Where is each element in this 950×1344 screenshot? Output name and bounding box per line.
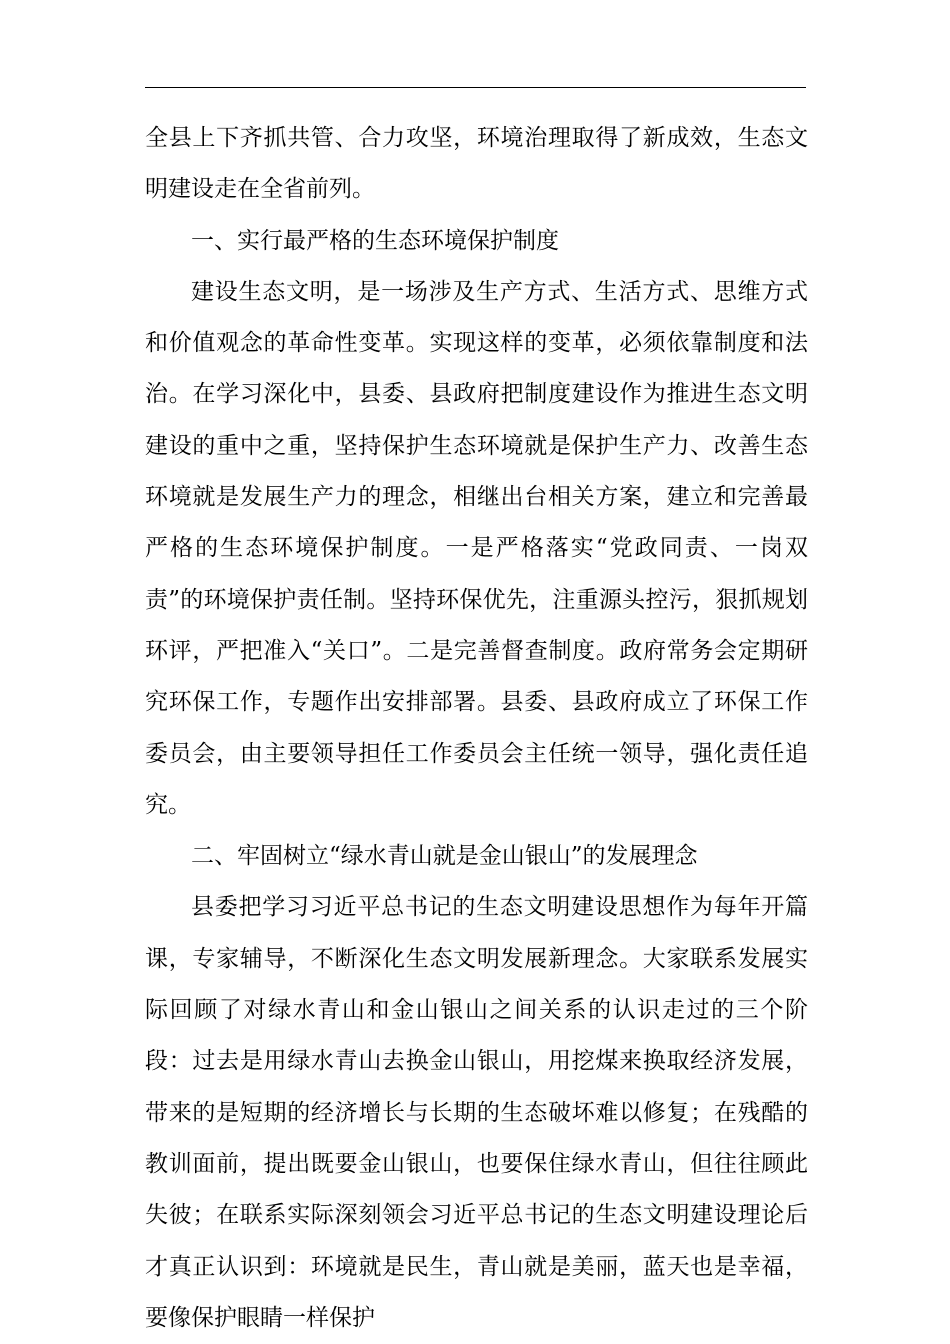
paragraph-section-2: 县委把学习习近平总书记的生态文明建设思想作为每年开篇课，专家辅导，不断深化生态文明发展新理念。大家联系发展实际回顾了对绿水青山和金山银山之间关系的认识走过的三个阶段：过去是用绿水青山去换金山银山，用挖煤来换取经济发展，带来的是短期的经济增长与长期的生态破坏难以修复；在残酷的教训面前，提出既要金山银山，也要保住绿水青山，但往往顾此失彼；在联系实际深刻领会习近平总书记的生态文明建设理论后才真正认识到：环境就是民生，青山就是美丽，蓝天也是幸福，要像保护眼睛一样保护	[145, 894, 808, 1331]
section-heading-1: 一、实行最严格的生态环境保护制度	[191, 227, 559, 254]
paragraph-continuation: 全县上下齐抓共管、合力攻坚，环境治理取得了新成效，生态文明建设走在全省前列。	[145, 125, 808, 203]
header-rule	[145, 87, 806, 88]
body-text	[145, 113, 808, 1344]
section-heading-2: 二、牢固树立“绿水青山就是金山银山”的发展理念	[191, 843, 698, 870]
paragraph-section-1: 建设生态文明，是一场涉及生产方式、生活方式、思维方式和价值观念的革命性变革。实现这样的变革，必须依靠制度和法治。在学习深化中，县委、县政府把制度建设作为推进生态文明建设的重中之重，坚持保护生态环境就是保护生产力、改善生态环境就是发展生产力的理念，相继出台相关方案，建立和完善最严格的生态环境保护制度。一是严格落实“党政同责、一岗双责”的环境保护责任制。坚持环保优先，注重源头控污，狠抓规划环评，严把准入“关口”。二是完善督查制度。政府常务会定期研究环保工作，专题作出安排部署。县委、县政府成立了环保工作委员会，由主要领导担任工作委员会主任统一领导，强化责任追究。	[145, 278, 808, 818]
